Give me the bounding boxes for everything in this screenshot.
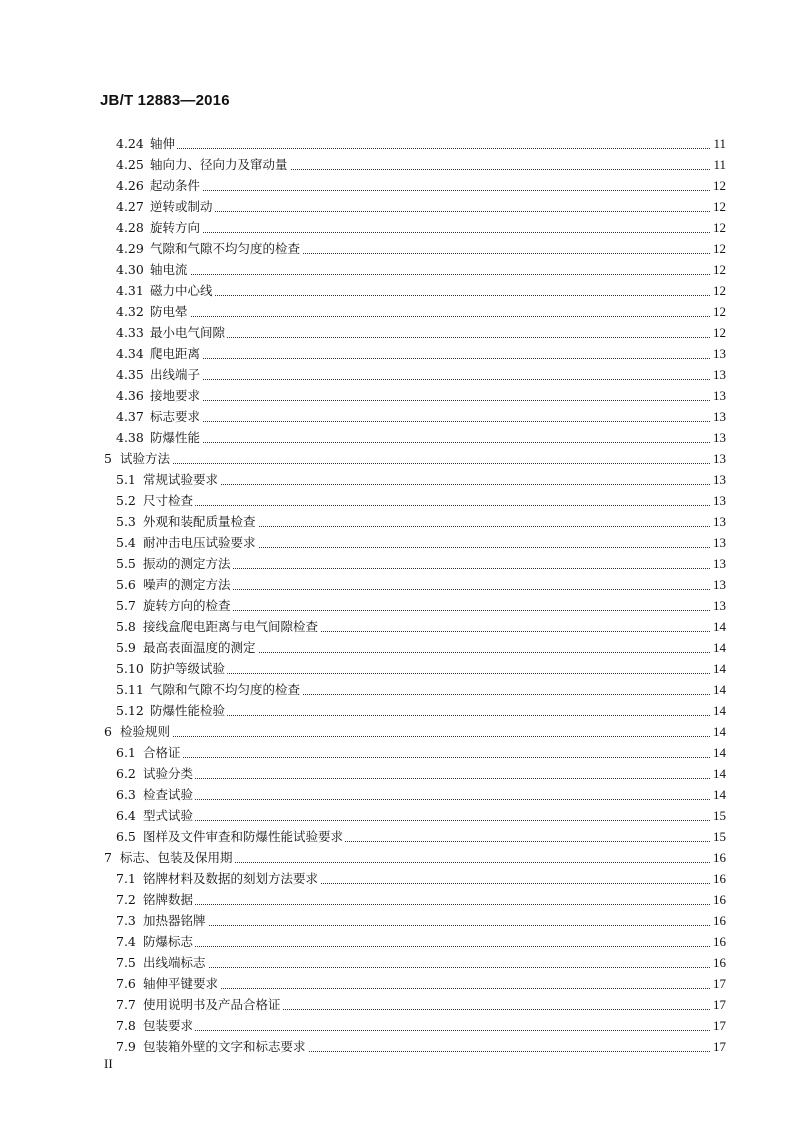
toc-entry[interactable] — [0, 175, 792, 195]
toc-entry-title: 检查试验 — [143, 787, 194, 802]
toc-entry-title: 加热器铭牌 — [143, 913, 206, 928]
toc-dot-leader — [143, 799, 710, 800]
toc-dot-leader — [150, 316, 710, 317]
toc-entry[interactable] — [0, 364, 792, 384]
toc-entry-number: 4.36 — [116, 388, 144, 403]
toc-entry-title: 接线盒爬电距离与电气间隙检查 — [143, 619, 319, 634]
toc-dot-leader — [143, 967, 710, 968]
toc-entry[interactable] — [0, 1015, 792, 1035]
toc-entry-title: 振动的测定方法 — [143, 556, 231, 571]
toc-dot-leader — [143, 757, 710, 758]
toc-dot-leader — [150, 421, 710, 422]
toc-entry-number: 4.28 — [116, 220, 144, 235]
toc-entry-page: 16 — [713, 892, 726, 907]
toc-entry-number: 5.12 — [116, 703, 144, 718]
document-id-header: JB/T 12883—2016 — [100, 92, 230, 109]
toc-entry-page: 13 — [713, 535, 726, 550]
toc-entry-number: 5.1 — [116, 472, 136, 487]
toc-entry-number: 4.34 — [116, 346, 144, 361]
toc-entry-title: 包装箱外壁的文字和标志要求 — [143, 1039, 306, 1054]
toc-entry[interactable] — [0, 973, 792, 993]
toc-entry[interactable] — [0, 259, 792, 279]
toc-entry-title: 标志要求 — [150, 409, 201, 424]
toc-entry[interactable] — [0, 700, 792, 720]
toc-entry-number: 5.5 — [116, 556, 136, 571]
toc-entry-number: 7.6 — [116, 976, 136, 991]
toc-entry-page: 11 — [713, 136, 726, 151]
toc-entry-title: 逆转或制动 — [150, 199, 213, 214]
toc-entry-title: 防爆性能检验 — [150, 703, 226, 718]
toc-entry-number: 7.5 — [116, 955, 136, 970]
toc-dot-leader — [150, 358, 710, 359]
toc-entry[interactable] — [0, 490, 792, 510]
toc-dot-leader — [143, 946, 710, 947]
toc-entry[interactable] — [0, 658, 792, 678]
toc-entry-number: 7.4 — [116, 934, 136, 949]
toc-entry-page: 16 — [713, 871, 726, 886]
toc-entry[interactable] — [0, 931, 792, 951]
toc-entry-number: 4.35 — [116, 367, 144, 382]
toc-entry-page: 16 — [713, 955, 726, 970]
toc-entry[interactable] — [0, 511, 792, 531]
toc-entry[interactable] — [0, 385, 792, 405]
toc-entry[interactable] — [0, 910, 792, 930]
toc-entry[interactable] — [0, 553, 792, 573]
toc-entry-title: 防护等级试验 — [150, 661, 226, 676]
toc-entry[interactable] — [0, 1036, 792, 1056]
toc-entry-title: 标志、包装及保用期 — [120, 850, 233, 865]
toc-entry-page: 13 — [713, 493, 726, 508]
page-number: II — [104, 1056, 113, 1071]
toc-entry-page: 14 — [713, 661, 726, 676]
toc-entry-title: 出线端子 — [150, 367, 201, 382]
toc-entry-page: 16 — [713, 850, 726, 865]
toc-entry-page: 13 — [713, 451, 726, 466]
toc-entry[interactable] — [0, 826, 792, 846]
toc-entry-page: 12 — [713, 220, 726, 235]
toc-dot-leader — [150, 715, 710, 716]
toc-entry-page: 13 — [713, 514, 726, 529]
toc-entry[interactable] — [0, 868, 792, 888]
toc-entry-title: 轴电流 — [150, 262, 188, 277]
toc-entry-number: 4.30 — [116, 262, 144, 277]
toc-entry[interactable] — [0, 847, 792, 867]
toc-entry[interactable] — [0, 322, 792, 342]
toc-entry-number: 5.3 — [116, 514, 136, 529]
toc-entry-page: 17 — [713, 997, 726, 1012]
toc-entry-title: 磁力中心线 — [150, 283, 213, 298]
toc-entry-number: 4.33 — [116, 325, 144, 340]
toc-entry-title: 旋转方向 — [150, 220, 201, 235]
toc-entry-number: 5.9 — [116, 640, 136, 655]
toc-dot-leader — [143, 778, 710, 779]
toc-entry-title: 防电晕 — [150, 304, 188, 319]
toc-entry[interactable] — [0, 721, 792, 741]
toc-entry-page: 13 — [713, 388, 726, 403]
toc-entry-page: 14 — [713, 640, 726, 655]
toc-entry-number: 5.7 — [116, 598, 136, 613]
toc-entry-page: 12 — [713, 178, 726, 193]
toc-entry[interactable] — [0, 763, 792, 783]
toc-dot-leader — [150, 295, 710, 296]
toc-entry-title: 旋转方向的检查 — [143, 598, 231, 613]
toc-entry-title: 轴伸平键要求 — [143, 976, 219, 991]
toc-entry-number: 6.3 — [116, 787, 136, 802]
toc-entry-page: 14 — [713, 787, 726, 802]
toc-entry-page: 12 — [713, 199, 726, 214]
toc-entry-page: 11 — [713, 157, 726, 172]
toc-entry-page: 14 — [713, 724, 726, 739]
toc-dot-leader — [150, 274, 710, 275]
toc-entry-title: 包装要求 — [143, 1018, 194, 1033]
toc-entry-page: 13 — [713, 598, 726, 613]
toc-entry-number: 4.25 — [116, 157, 144, 172]
toc-entry-number: 5.4 — [116, 535, 136, 550]
toc-entry-title: 防爆标志 — [143, 934, 194, 949]
toc-entry-number: 7.9 — [116, 1039, 136, 1054]
toc-entry-number: 7.3 — [116, 913, 136, 928]
toc-entry-page: 12 — [713, 325, 726, 340]
toc-dot-leader — [150, 673, 710, 674]
toc-entry-number: 6.4 — [116, 808, 136, 823]
toc-dot-leader — [150, 442, 710, 443]
toc-entry-number: 5.8 — [116, 619, 136, 634]
toc-entry[interactable] — [0, 532, 792, 552]
toc-entry[interactable] — [0, 994, 792, 1014]
toc-entry-title: 外观和装配质量检查 — [143, 514, 256, 529]
toc-entry-page: 13 — [713, 430, 726, 445]
toc-entry-number: 5 — [104, 451, 112, 466]
toc-entry[interactable] — [0, 196, 792, 216]
toc-entry[interactable] — [0, 280, 792, 300]
toc-entry-number: 6.2 — [116, 766, 136, 781]
toc-entry-number: 5.6 — [116, 577, 136, 592]
toc-dot-leader — [143, 484, 710, 485]
toc-dot-leader — [143, 820, 710, 821]
toc-dot-leader — [150, 148, 710, 149]
toc-entry-number: 6 — [104, 724, 112, 739]
toc-entry-page: 13 — [713, 556, 726, 571]
toc-entry[interactable] — [0, 805, 792, 825]
toc-entry-title: 常规试验要求 — [143, 472, 219, 487]
toc-entry[interactable] — [0, 406, 792, 426]
toc-dot-leader — [143, 904, 710, 905]
toc-entry-title: 使用说明书及产品合格证 — [143, 997, 281, 1012]
toc-entry-title: 气隙和气隙不均匀度的检查 — [150, 241, 301, 256]
toc-entry-title: 最高表面温度的测定 — [143, 640, 256, 655]
toc-entry[interactable] — [0, 427, 792, 447]
toc-entry-number: 5.2 — [116, 493, 136, 508]
toc-entry[interactable] — [0, 448, 792, 468]
toc-entry[interactable] — [0, 679, 792, 699]
toc-entry[interactable] — [0, 784, 792, 804]
toc-entry-page: 13 — [713, 472, 726, 487]
toc-entry-page: 17 — [713, 1039, 726, 1054]
toc-entry-page: 16 — [713, 913, 726, 928]
toc-dot-leader — [143, 925, 710, 926]
toc-dot-leader — [143, 1030, 710, 1031]
toc-entry-page: 12 — [713, 262, 726, 277]
toc-entry-page: 17 — [713, 1018, 726, 1033]
toc-entry[interactable] — [0, 742, 792, 762]
toc-entry-number: 4.24 — [116, 136, 144, 151]
toc-entry-page: 14 — [713, 766, 726, 781]
toc-entry[interactable] — [0, 469, 792, 489]
toc-entry-title: 轴伸 — [150, 136, 176, 151]
toc-entry[interactable] — [0, 343, 792, 363]
toc-entry[interactable] — [0, 574, 792, 594]
toc-entry-title: 图样及文件审查和防爆性能试验要求 — [143, 829, 344, 844]
toc-entry-number: 7.8 — [116, 1018, 136, 1033]
toc-entry[interactable] — [0, 889, 792, 909]
toc-entry[interactable] — [0, 133, 792, 153]
toc-entry-number: 7 — [104, 850, 112, 865]
toc-entry[interactable] — [0, 952, 792, 972]
toc-entry[interactable] — [0, 238, 792, 258]
toc-entry-number: 7.7 — [116, 997, 136, 1012]
toc-entry-title: 耐冲击电压试验要求 — [143, 535, 256, 550]
toc-dot-leader — [150, 190, 710, 191]
toc-entry-number: 4.38 — [116, 430, 144, 445]
toc-entry-number: 5.10 — [116, 661, 144, 676]
toc-dot-leader — [150, 379, 710, 380]
toc-entry[interactable] — [0, 301, 792, 321]
toc-entry-title: 噪声的测定方法 — [143, 577, 231, 592]
toc-entry-page: 15 — [713, 808, 726, 823]
toc-entry-page: 14 — [713, 682, 726, 697]
toc-dot-leader — [150, 337, 710, 338]
toc-entry-number: 7.1 — [116, 871, 136, 886]
toc-entry[interactable] — [0, 616, 792, 636]
toc-entry-number: 6.5 — [116, 829, 136, 844]
toc-entry[interactable] — [0, 154, 792, 174]
toc-entry-number: 4.31 — [116, 283, 144, 298]
toc-entry-title: 铭牌数据 — [143, 892, 194, 907]
toc-entry-number: 6.1 — [116, 745, 136, 760]
toc-entry-number: 7.2 — [116, 892, 136, 907]
toc-entry-title: 爬电距离 — [150, 346, 201, 361]
toc-entry-title: 气隙和气隙不均匀度的检查 — [150, 682, 301, 697]
toc-entry-page: 12 — [713, 304, 726, 319]
toc-dot-leader — [120, 736, 710, 737]
toc-entry-page: 12 — [713, 241, 726, 256]
toc-entry-title: 出线端标志 — [143, 955, 206, 970]
toc-entry-title: 试验分类 — [143, 766, 194, 781]
toc-entry-page: 13 — [713, 346, 726, 361]
toc-entry[interactable] — [0, 637, 792, 657]
toc-entry-title: 合格证 — [143, 745, 181, 760]
toc-dot-leader — [150, 232, 710, 233]
toc-entry-number: 4.29 — [116, 241, 144, 256]
toc-entry-number: 5.11 — [116, 682, 144, 697]
toc-dot-leader — [150, 400, 710, 401]
toc-entry-title: 试验方法 — [120, 451, 171, 466]
toc-entry-title: 接地要求 — [150, 388, 201, 403]
toc-entry-title: 最小电气间隙 — [150, 325, 226, 340]
toc-entry-number: 4.32 — [116, 304, 144, 319]
toc-entry-title: 轴向力、径向力及窜动量 — [150, 157, 288, 172]
toc-dot-leader — [143, 988, 710, 989]
toc-entry[interactable] — [0, 595, 792, 615]
toc-entry-page: 14 — [713, 703, 726, 718]
toc-entry-page: 17 — [713, 976, 726, 991]
toc-entry[interactable] — [0, 217, 792, 237]
toc-entry-title: 铭牌材料及数据的刻划方法要求 — [143, 871, 319, 886]
toc-entry-page: 13 — [713, 409, 726, 424]
toc-entry-page: 14 — [713, 619, 726, 634]
toc-entry-title: 起动条件 — [150, 178, 201, 193]
toc-dot-leader — [150, 211, 710, 212]
toc-entry-page: 14 — [713, 745, 726, 760]
toc-entry-title: 型式试验 — [143, 808, 194, 823]
toc-dot-leader — [120, 463, 710, 464]
toc-entry-page: 16 — [713, 934, 726, 949]
toc-entry-page: 12 — [713, 283, 726, 298]
toc-entry-title: 尺寸检查 — [143, 493, 194, 508]
toc-dot-leader — [143, 505, 710, 506]
toc-entry-title: 检验规则 — [120, 724, 171, 739]
toc-entry-page: 13 — [713, 367, 726, 382]
toc-entry-page: 13 — [713, 577, 726, 592]
toc-entry-title: 防爆性能 — [150, 430, 201, 445]
toc-entry-number: 4.27 — [116, 199, 144, 214]
toc-entry-number: 4.26 — [116, 178, 144, 193]
toc-entry-page: 15 — [713, 829, 726, 844]
toc-entry-number: 4.37 — [116, 409, 144, 424]
